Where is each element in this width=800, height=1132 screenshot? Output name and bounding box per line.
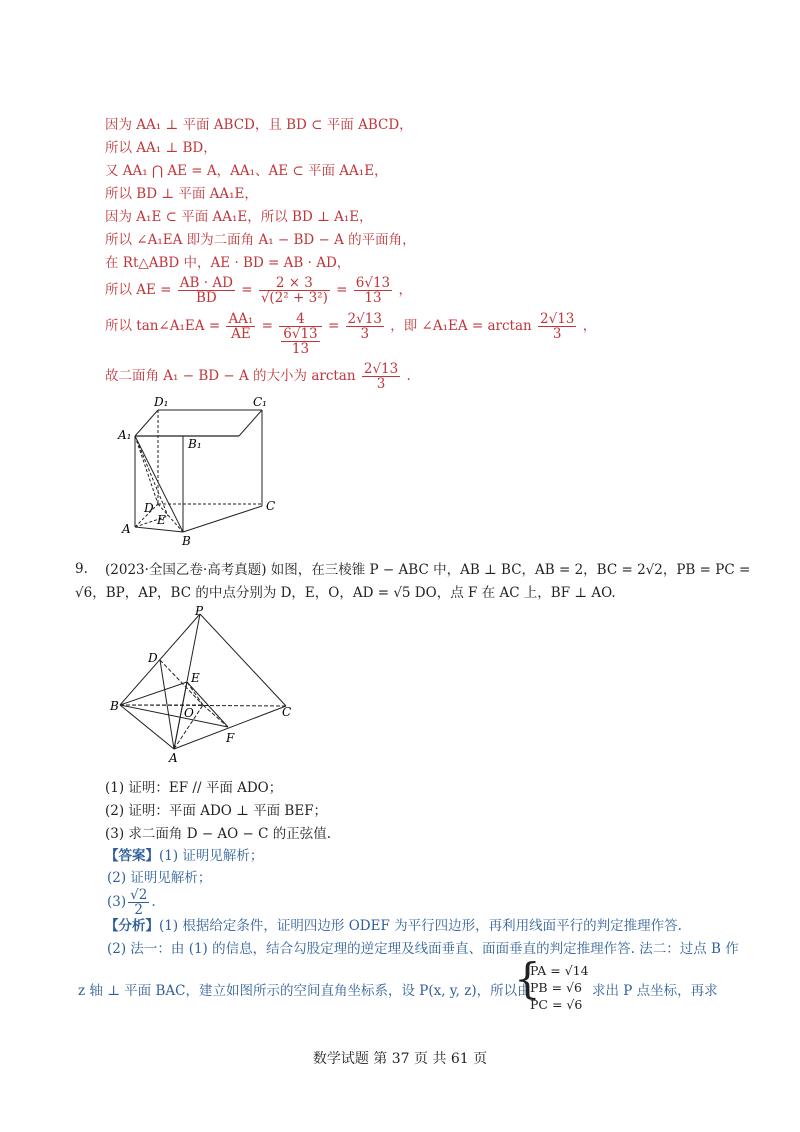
label-E: E [157, 513, 166, 527]
label-B: B [110, 699, 119, 713]
tan-fraction-3: $\frac{2√13}{3}$ [347, 311, 382, 342]
tetrahedron-figure [108, 604, 298, 764]
tan-lead: 所以 tan∠A₁EA = [105, 318, 221, 334]
tan-tail: ， [582, 318, 597, 334]
analysis-p2: (2) 法一：由 (1) 的信息，结合勾股定理的逆定理及线面垂直、面面垂直的判定推理作答. 法二：过点 B 作 [107, 941, 739, 957]
label-B1: B₁ [188, 437, 202, 451]
label-B: B [182, 534, 191, 547]
label-O: O [184, 706, 194, 720]
label-P: P [195, 604, 204, 618]
equals-sign: = [327, 318, 340, 334]
conclusion-tail: . [406, 368, 411, 384]
tan-mid: ，即 ∠A₁EA = arctan [390, 318, 532, 334]
tan-fraction-1: $\frac{\text{AA₁}}{AE}$ [228, 311, 254, 342]
tan-fraction-4: $\frac{2√13}{3}$ [540, 311, 575, 342]
answer-1: (1) 证明见解析； [159, 848, 264, 864]
part-3: (3) 求二面角 D − AO − C 的正弦值. [105, 826, 332, 842]
conclusion-text: 故二面角 A₁ − BD − A 的大小为 arctan [105, 368, 356, 384]
solution-line-1: 因为 AA₁ ⊥ 平面 ABCD，且 BD ⊂ 平面 ABCD， [105, 117, 413, 133]
label-D1: D₁ [154, 395, 169, 409]
conclusion-fraction: $\frac{2√13}{3}$ [363, 361, 399, 392]
part-2: (2) 证明：平面 ADO ⊥ 平面 BEF； [105, 803, 328, 819]
analysis-p3a: z 轴 ⊥ 平面 BAC，建立如图所示的空间直角坐标系，设 P(x, y, z)，所以由 [78, 983, 531, 999]
equals-sign: = [261, 318, 273, 334]
conclusion-line [105, 362, 411, 391]
analysis-p3b: 求出 P 点坐标，再求 [592, 983, 718, 999]
analysis-label: 【分析】 [105, 918, 159, 934]
system-eq-2: PB = √6 [530, 980, 582, 995]
solution-line-6: 所以 ∠A₁EA 即为二面角 A₁ − BD − A 的平面角， [105, 232, 416, 248]
ae-fraction-1: $\frac{AB \cdot AD}{BD}$ [179, 275, 233, 306]
label-F: F [226, 731, 235, 745]
ae-formula-line [105, 276, 412, 305]
answer-line-1 [105, 847, 263, 865]
label-C: C [266, 499, 276, 513]
label-A1: A₁ [118, 428, 132, 442]
label-C1: C₁ [253, 395, 267, 409]
system-eq-1: PA = √14 [530, 963, 589, 978]
answer-label: 【答案】 [105, 848, 159, 864]
ae-lead: 所以 AE = [105, 282, 172, 298]
answer-3-fraction: $\frac{√2}{2}$ [130, 887, 148, 918]
equals-sign: = [241, 282, 253, 298]
part-1: (1) 证明：EF // 平面 ADO； [105, 780, 283, 796]
ae-fraction-3: $\frac{6√13}{13}$ [355, 275, 391, 306]
solution-line-3: 又 AA₁ ⋂ AE = A，AA₁、AE ⊂ 平面 AA₁E， [105, 163, 388, 179]
answer-2: (2) 证明见解析； [107, 870, 212, 886]
tan-fraction-2: $\frac{4}{\frac{6√13}{13}}$ [279, 312, 321, 356]
answer-3-prefix: (3) [107, 894, 127, 910]
label-D: D [144, 501, 154, 515]
tan-formula-line [105, 312, 596, 356]
label-A: A [122, 522, 131, 536]
answer-3-tail: . [151, 894, 156, 910]
system-brace: { [514, 954, 541, 1003]
question-number: 9. [75, 561, 88, 577]
page-footer: 数学试题 第 37 页 共 61 页 [312, 1051, 488, 1067]
label-E: E [191, 671, 200, 685]
answer-line-3 [107, 888, 156, 917]
analysis-p1: (1) 根据给定条件，证明四边形 ODEF 为平行四边形，再利用线面平行的判定推理作答. [159, 918, 682, 934]
ae-fraction-2: $\frac{2 \times 3}{\text{√(2² + 3²)}}$ [260, 275, 328, 306]
label-A: A [169, 751, 178, 764]
equals-sign: = [336, 282, 348, 298]
solution-line-5: 因为 A₁E ⊂ 平面 AA₁E，所以 BD ⊥ A₁E， [105, 209, 373, 225]
system-eq-3: PC = √6 [530, 997, 583, 1012]
solution-line-4: 所以 BD ⊥ 平面 AA₁E， [105, 186, 258, 202]
label-D: D [148, 651, 158, 665]
question-line-1: (2023·全国乙卷·高考真题) 如图，在三棱锥 P − ABC 中，AB ⊥ BC，AB = 2，BC = 2√2，PB = PC = [105, 562, 751, 578]
label-C: C [282, 705, 292, 719]
solution-line-2: 所以 AA₁ ⊥ BD， [105, 140, 217, 156]
ae-tail: ， [398, 282, 412, 298]
solution-line-7: 在 Rt△ABD 中，AE · BD = AB · AD， [105, 255, 351, 271]
prism-figure [110, 392, 285, 547]
analysis-line-1 [105, 917, 682, 935]
question-line-2: √6，BP，AP，BC 的中点分别为 D，E，O，AD = √5 DO，点 F 在 AC 上，BF ⊥ AO. [75, 585, 616, 601]
